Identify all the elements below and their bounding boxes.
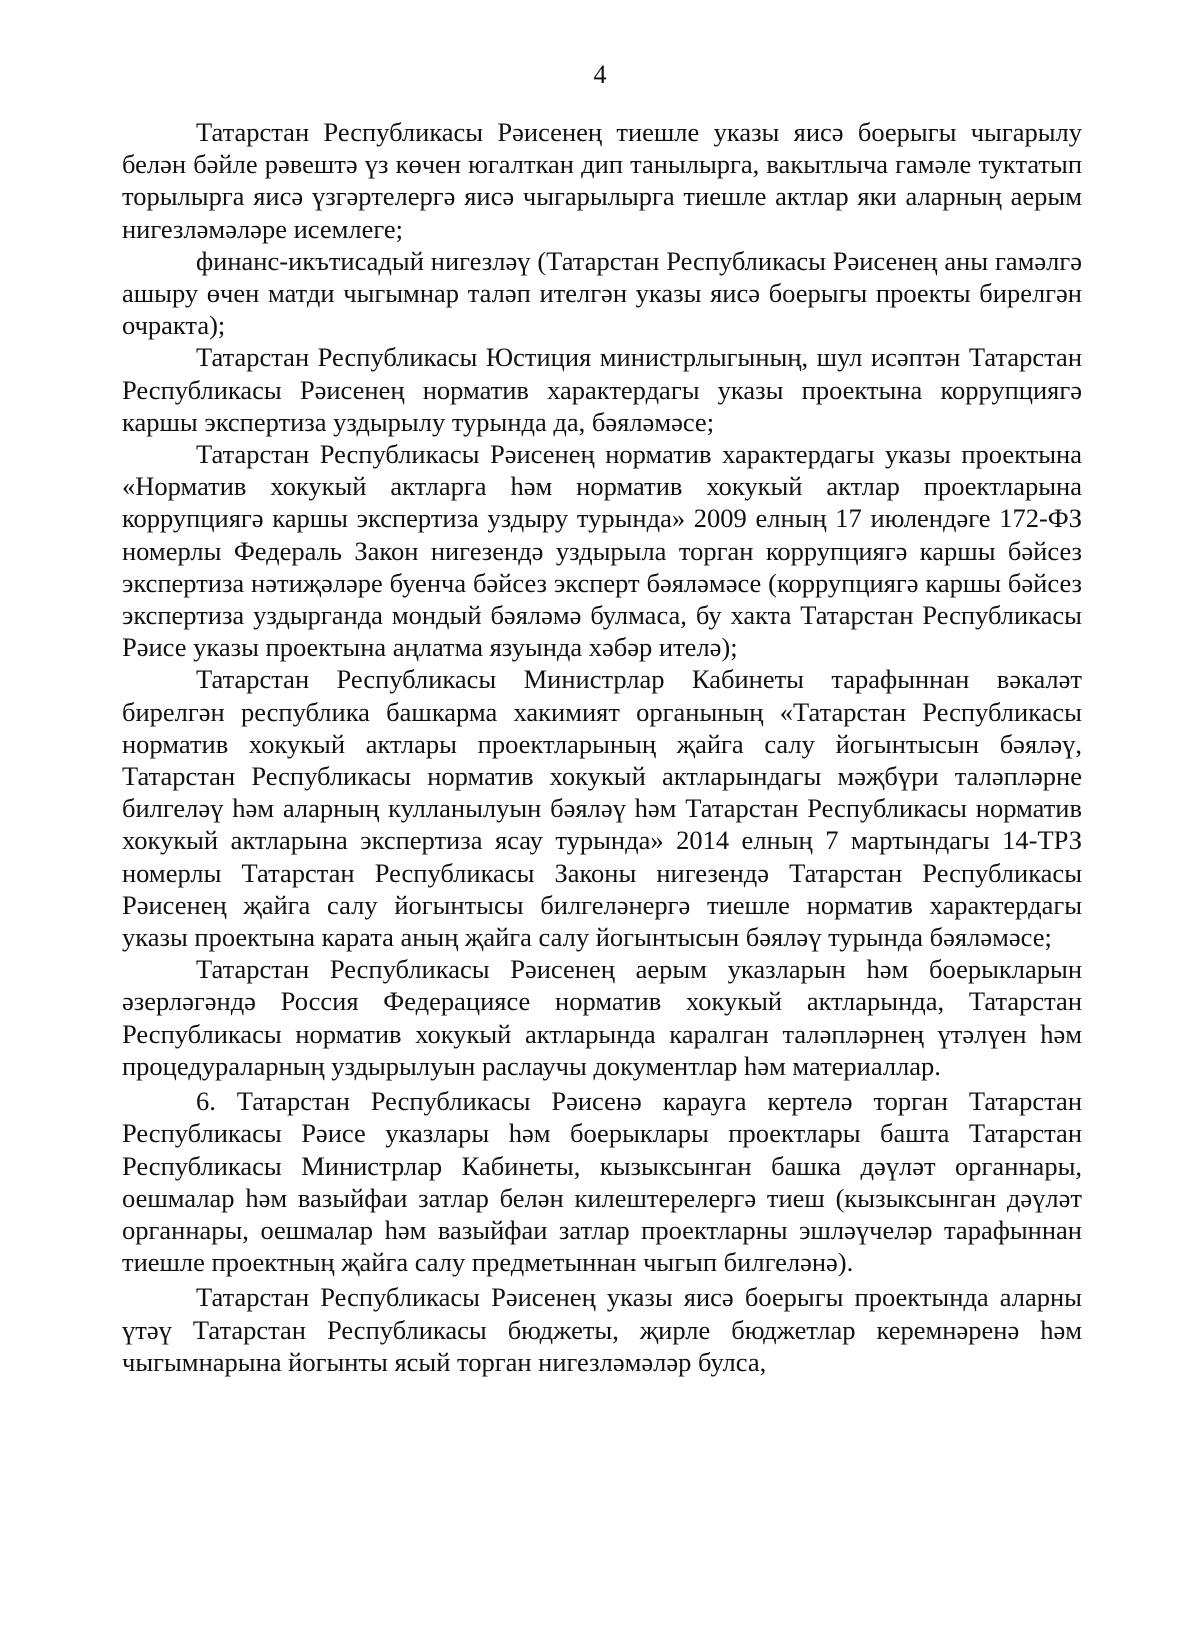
paragraph-list-of-acts: Татарстан Республикасы Рәисенең тиешле указы яисә боерыгы чыгарылу белән бәйле рәвештә үз көчен югалткан дип танылырга, вакытлыча гамәле туктатып торылырга яисә үзгәртелергә яисә чыгарылырга тиешле актлар яки аларның аерым нигезләмәләре исемлеге; bbox=[122, 117, 1082, 244]
paragraph-justice-ministry-opinion: Татарстан Республикасы Юстиция министрлыгының, шул исәптән Татарстан Республикасы Рәисенең норматив характердагы указы проектына коррупциягә каршы экспертиза уздырылу турында да, бәяләмәсе; bbox=[122, 342, 1082, 437]
paragraph-regulatory-impact-opinion: Татарстан Республикасы Министрлар Кабинеты тарафыннан вәкаләт бирелгән республика башкарма хакимият органының «Татарстан Республикасы норматив хокукый актлары проектларының җайга салу йогынтысын бәяләү, Татарстан Республикасы норматив хокукый актларындагы мәҗбүри таләпләрне билгеләү һәм аларның кулланылуын бәяләү һәм Татарстан Республикасы норматив хокукый актларына экспертиза ясау турында» 2014 елның 7 мартындагы 14-ТРЗ номерлы Татарстан Республикасы Законы нигезендә Татарстан Республикасы Рәисенең җайга салу йогынтысы билгеләнергә тиешле норматив характердагы указы проектына карата аның җайга салу йогынтысын бәяләү турында бәяләмәсе; bbox=[122, 664, 1082, 953]
paragraph-supporting-documents: Татарстан Республикасы Рәисенең аерым указларын һәм боерыкларын әзерләгәндә Россия Федерациясе норматив хокукый актларында, Татарстан Республикасы норматив хокукый актларында каралган таләпләрнең үтәлүен һәм процедураларның уздырылуын раслаучы документлар һәм материаллар. bbox=[122, 954, 1082, 1081]
paragraph-independent-expert-opinion: Татарстан Республикасы Рәисенең норматив характердагы указы проектына «Норматив хокукый актларга һәм норматив хокукый актлар проектларына коррупциягә каршы экспертиза уздыру турында» 2009 елның 17 июлендәге 172-ФЗ номерлы Федераль Закон нигезендә уздырыла торган коррупциягә каршы бәйсез экспертиза нәтиҗәләре буенча бәйсез эксперт бәяләмәсе (коррупциягә каршы бәйсез экспертиза уздырганда мондый бәяләмә булмаса, бу хакта Татарстан Республикасы Рәисе указы проектына аңлатма язуында хәбәр ителә); bbox=[122, 439, 1082, 663]
paragraph-financial-justification: финанс-икътисадый нигезләү (Татарстан Республикасы Рәисенең аны гамәлгә ашыру өчен матди чыгымнар таләп ителгән указы яисә боерыгы проекты бирелгән очракта); bbox=[122, 245, 1082, 341]
paragraph-budget-provisions: Татарстан Республикасы Рәисенең указы яисә боерыгы проектында аларны үтәү Татарстан Республикасы бюджеты, җирле бюджетлар керемнәренә һәм чыгымнарына йогынты ясый торган нигезләмәләр булса, bbox=[122, 1282, 1082, 1377]
page-number: 4 bbox=[593, 60, 607, 89]
paragraph-item-6: 6. Татарстан Республикасы Рәисенә карауга кертелә торган Татарстан Республикасы Рәисе указлары һәм боерыклары проектлары башта Татарстан Республикасы Министрлар Кабинеты, кызыксынган башка дәүләт органнары, оешмалар һәм вазыйфаи затлар белән килештерелергә тиеш (кызыксынган дәүләт органнары, оешмалар һәм вазыйфаи затлар проектларны эшләүчеләр тарафыннан тиешле проектның җайга салу предметыннан чыгып билгеләнә). bbox=[122, 1086, 1082, 1278]
document-body bbox=[122, 116, 1082, 1378]
